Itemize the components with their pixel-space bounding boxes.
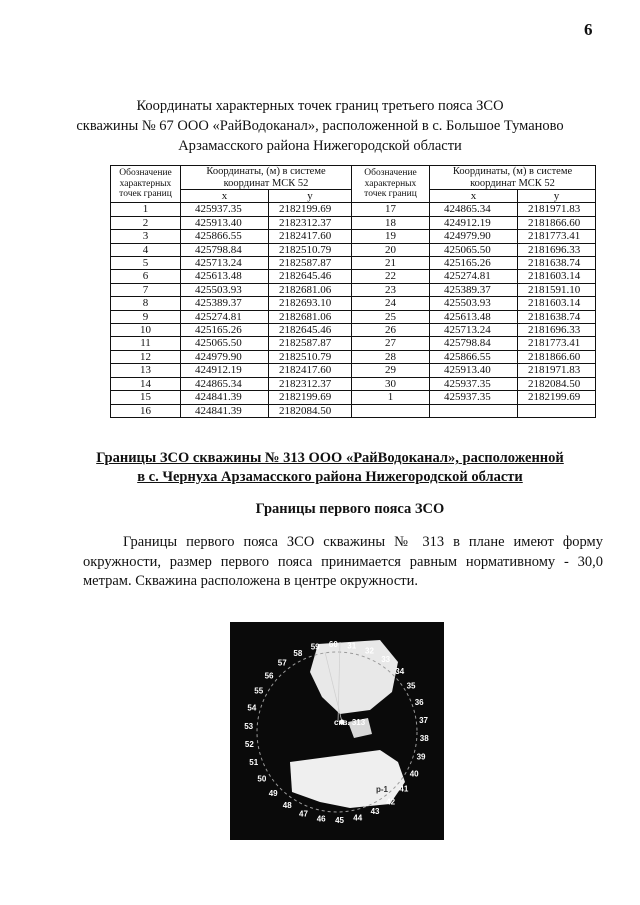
- cell-y-left: 2182587.87: [269, 257, 352, 270]
- table-row: [111, 283, 596, 296]
- cell-y-right: [518, 404, 596, 417]
- point-label: 46: [316, 814, 326, 824]
- cell-x-left: 424841.39: [181, 391, 269, 404]
- cell-y-right: 2181603.14: [518, 270, 596, 283]
- cell-x-right: 425389.37: [430, 283, 518, 296]
- cell-x-right: [430, 404, 518, 417]
- cell-y-left: 2182587.87: [269, 337, 352, 350]
- cell-y-right: 2181591.10: [518, 283, 596, 296]
- cell-y-left: 2182084.50: [269, 404, 352, 417]
- cell-y-left: 2182199.69: [269, 391, 352, 404]
- cell-y-right: 2181971.83: [518, 203, 596, 216]
- table-row: [111, 377, 596, 390]
- cell-y-left: 2182312.37: [269, 216, 352, 229]
- point-label: 39: [416, 752, 426, 762]
- cell-point-left: 7: [111, 283, 181, 296]
- point-label: 54: [247, 703, 257, 713]
- cell-point-right: 28: [352, 350, 430, 363]
- cell-point-right: 23: [352, 283, 430, 296]
- cell-point-left: 10: [111, 324, 181, 337]
- point-label: 43: [370, 807, 380, 817]
- table-row: [111, 203, 596, 216]
- point-label: 41: [399, 784, 409, 794]
- cell-point-left: 14: [111, 377, 181, 390]
- point-label: 45: [335, 815, 345, 825]
- cell-point-left: 6: [111, 270, 181, 283]
- cell-point-left: 4: [111, 243, 181, 256]
- cell-x-right: 425713.24: [430, 324, 518, 337]
- table-row: [111, 243, 596, 256]
- cell-y-left: 2182681.06: [269, 283, 352, 296]
- cell-point-right: 21: [352, 257, 430, 270]
- cell-y-left: 2182681.06: [269, 310, 352, 323]
- cell-point-left: 12: [111, 350, 181, 363]
- subheading: Границы первого пояса ЗСО: [255, 501, 445, 517]
- table-row: [111, 310, 596, 323]
- table-row: [111, 257, 596, 270]
- cell-x-right: 424865.34: [430, 203, 518, 216]
- cell-point-right: 27: [352, 337, 430, 350]
- cell-y-right: 2181773.41: [518, 230, 596, 243]
- cell-point-left: 2: [111, 216, 181, 229]
- point-label: 48: [282, 801, 292, 810]
- section-heading-line-2: в с. Чернуха Арзамасского района Нижегородской области: [137, 469, 523, 485]
- cell-point-right: [352, 404, 430, 417]
- header-x-left: x: [181, 190, 269, 203]
- point-label: 57: [277, 658, 287, 668]
- point-label: 52: [244, 740, 254, 750]
- point-label: 60: [328, 640, 338, 650]
- body-paragraph: Границы первого пояса ЗСО скважины № 313 в плане имеют форму окружности, размер первого пояса принимается равным нормативному - 30,0 метрам. Скважина расположена в центре окружности.: [83, 534, 603, 590]
- cell-x-right: 425613.48: [430, 310, 518, 323]
- cell-x-right: 425798.84: [430, 337, 518, 350]
- cell-y-left: 2182417.60: [269, 230, 352, 243]
- cell-point-left: 9: [111, 310, 181, 323]
- well-label: скв. 313: [334, 718, 366, 727]
- cell-point-right: 17: [352, 203, 430, 216]
- building-label: р-1: [376, 785, 388, 794]
- cell-y-left: 2182693.10: [269, 297, 352, 310]
- cell-y-right: 2181638.74: [518, 257, 596, 270]
- point-label: 49: [268, 789, 278, 799]
- cell-point-left: 8: [111, 297, 181, 310]
- cell-x-right: 424979.90: [430, 230, 518, 243]
- cell-x-right: 425866.55: [430, 350, 518, 363]
- title-line-3: Арзамасского района Нижегородской области: [178, 138, 462, 154]
- cell-y-right: 2181773.41: [518, 337, 596, 350]
- cell-y-right: 2181866.60: [518, 216, 596, 229]
- cell-y-left: 2182312.37: [269, 377, 352, 390]
- cell-y-right: 2181696.33: [518, 324, 596, 337]
- cell-y-left: 2182645.46: [269, 324, 352, 337]
- point-label: 31: [347, 641, 357, 651]
- table-row: [111, 391, 596, 404]
- point-label: 40: [409, 769, 419, 779]
- header-x-right: x: [430, 190, 518, 203]
- cell-x-left: 424912.19: [181, 364, 269, 377]
- cell-y-left: 2182417.60: [269, 364, 352, 377]
- table-row: [111, 350, 596, 363]
- header-point-designation-right: Обозначение характерных точек границ: [352, 166, 430, 203]
- point-label: 33: [381, 655, 391, 664]
- cell-point-right: 1: [352, 391, 430, 404]
- cell-x-left: 425065.50: [181, 337, 269, 350]
- header-coords-left: Координаты, (м) в системе координат МСК 52: [181, 166, 352, 190]
- point-label: 47: [299, 809, 308, 819]
- cell-x-left: 425165.26: [181, 324, 269, 337]
- cell-y-left: 2182510.79: [269, 350, 352, 363]
- coordinates-table: [110, 165, 596, 418]
- header-point-designation-left: Обозначение характерных точек границ: [111, 166, 181, 203]
- cell-x-left: 424979.90: [181, 350, 269, 363]
- table-row: [111, 216, 596, 229]
- cell-point-left: 11: [111, 337, 181, 350]
- cell-point-right: 22: [352, 270, 430, 283]
- cell-x-left: 425713.24: [181, 257, 269, 270]
- point-label: 53: [244, 721, 254, 731]
- title-line-1: Координаты характерных точек границ третьего пояса ЗСО: [136, 98, 504, 114]
- table-row: [111, 230, 596, 243]
- point-label: 32: [365, 646, 374, 656]
- cell-y-left: 2182199.69: [269, 203, 352, 216]
- point-label: 59: [310, 642, 320, 652]
- title-line-2: скважины № 67 ООО «РайВодоканал», расположенной в с. Большое Туманово: [76, 118, 564, 134]
- cell-y-right: 2181638.74: [518, 310, 596, 323]
- cell-x-left: 424841.39: [181, 404, 269, 417]
- cell-point-right: 24: [352, 297, 430, 310]
- cell-point-right: 30: [352, 377, 430, 390]
- cell-point-right: 19: [352, 230, 430, 243]
- cell-point-left: 15: [111, 391, 181, 404]
- cell-point-left: 16: [111, 404, 181, 417]
- cell-y-right: 2182084.50: [518, 377, 596, 390]
- point-label: 50: [257, 774, 267, 784]
- well-boundary-photo: [230, 622, 444, 840]
- cell-x-left: 425613.48: [181, 270, 269, 283]
- point-label: 58: [293, 648, 303, 658]
- cell-x-left: 425866.55: [181, 230, 269, 243]
- cell-y-right: 2181866.60: [518, 350, 596, 363]
- cell-y-right: 2181603.14: [518, 297, 596, 310]
- cell-point-left: 1: [111, 203, 181, 216]
- section-heading-line-1: Границы ЗСО скважины № 313 ООО «РайВодоканал», расположенной: [96, 450, 564, 466]
- header-coords-right: Координаты, (м) в системе координат МСК 52: [430, 166, 596, 190]
- point-label: 38: [419, 734, 429, 744]
- cell-point-right: 18: [352, 216, 430, 229]
- point-label: 56: [264, 671, 274, 681]
- cell-point-left: 3: [111, 230, 181, 243]
- cell-point-right: 26: [352, 324, 430, 337]
- coordinates-table-body: [111, 203, 596, 418]
- cell-x-right: 425274.81: [430, 270, 518, 283]
- section-heading: [60, 449, 600, 487]
- point-label: 37: [419, 715, 429, 725]
- table-row: [111, 404, 596, 417]
- header-y-left: y: [269, 190, 352, 203]
- coordinates-title: [40, 96, 600, 156]
- cell-x-right: 425503.93: [430, 297, 518, 310]
- cell-point-right: 29: [352, 364, 430, 377]
- table-row: [111, 337, 596, 350]
- header-y-right: y: [518, 190, 596, 203]
- point-label: 51: [249, 758, 259, 768]
- table-row: [111, 364, 596, 377]
- cell-x-right: 425937.35: [430, 391, 518, 404]
- cell-x-right: 425065.50: [430, 243, 518, 256]
- cell-x-right: 425165.26: [430, 257, 518, 270]
- cell-point-left: 5: [111, 257, 181, 270]
- cell-x-left: 425274.81: [181, 310, 269, 323]
- cell-x-left: 425798.84: [181, 243, 269, 256]
- point-label: 55: [254, 686, 264, 696]
- page-number: 6: [584, 20, 593, 39]
- cell-y-left: 2182510.79: [269, 243, 352, 256]
- cell-point-right: 20: [352, 243, 430, 256]
- cell-y-right: 2181971.83: [518, 364, 596, 377]
- cell-y-left: 2182645.46: [269, 270, 352, 283]
- table-row: [111, 270, 596, 283]
- table-row: [111, 297, 596, 310]
- cell-x-left: 425389.37: [181, 297, 269, 310]
- point-label: 36: [414, 697, 424, 707]
- cell-x-left: 424865.34: [181, 377, 269, 390]
- cell-point-left: 13: [111, 364, 181, 377]
- cell-y-right: 2182199.69: [518, 391, 596, 404]
- table-row: [111, 324, 596, 337]
- cell-x-left: 425503.93: [181, 283, 269, 296]
- cell-x-left: 425937.35: [181, 203, 269, 216]
- point-label: 44: [353, 813, 363, 823]
- cell-x-right: 425913.40: [430, 364, 518, 377]
- cell-x-left: 425913.40: [181, 216, 269, 229]
- cell-point-right: 25: [352, 310, 430, 323]
- well-boundary-map: [230, 622, 444, 840]
- cell-x-right: 424912.19: [430, 216, 518, 229]
- cell-y-right: 2181696.33: [518, 243, 596, 256]
- point-label: 42: [386, 797, 396, 807]
- cell-x-right: 425937.35: [430, 377, 518, 390]
- point-label: 35: [406, 681, 416, 691]
- point-label: 34: [395, 666, 405, 676]
